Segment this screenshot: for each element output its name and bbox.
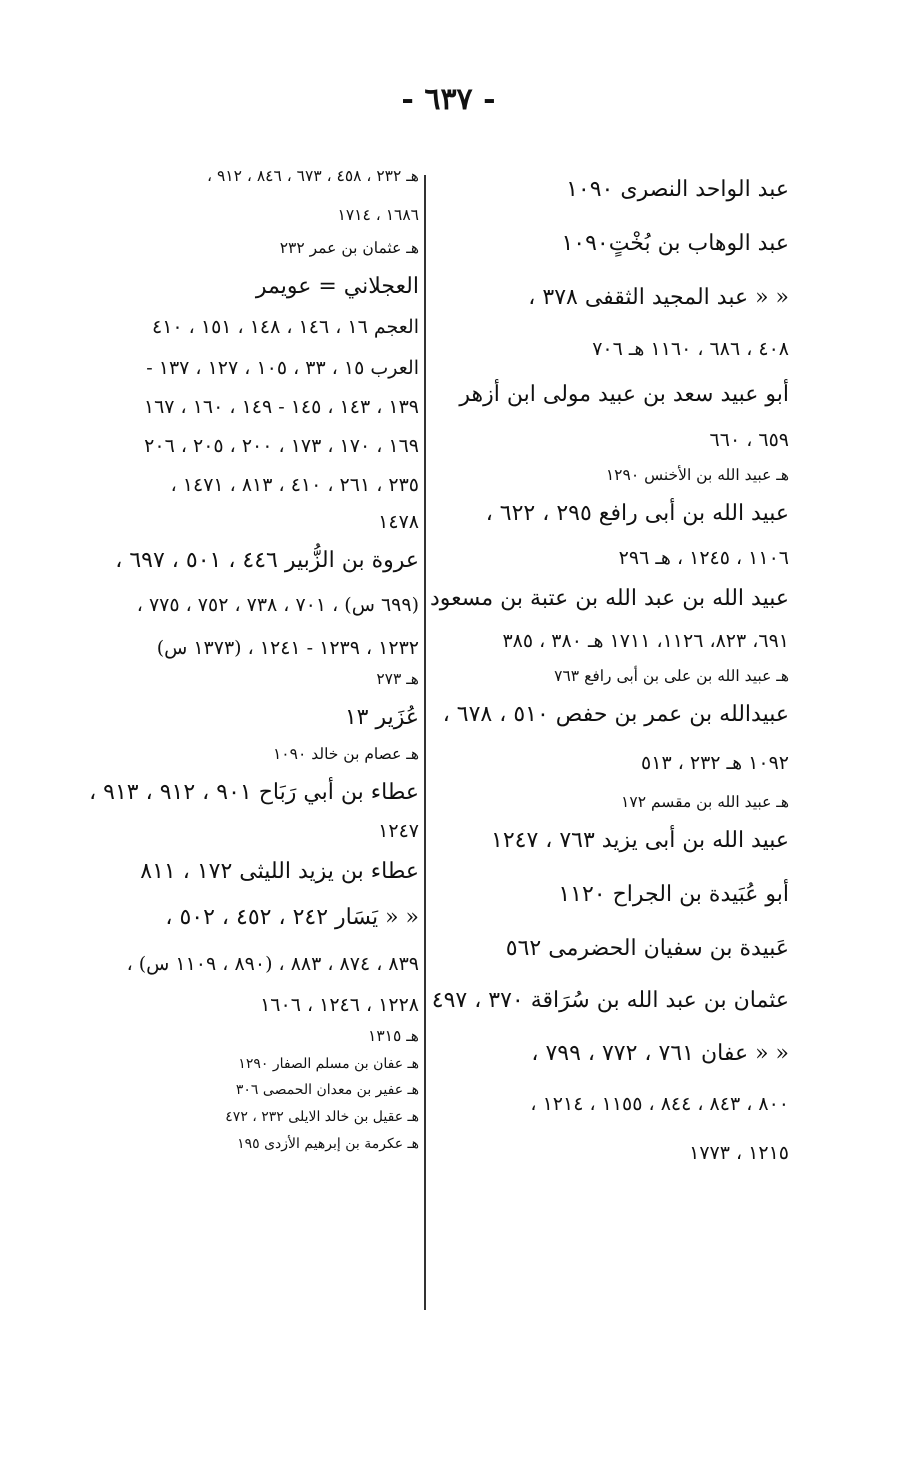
index-entry: العرب ١٥ ، ٣٣ ، ١٠٥ ، ١٢٧ ، ١٣٧ - [146, 357, 419, 380]
index-entry: ٤٠٨ ، ٦٨٦ ، ١١٦٠ هـ ٧٠٦ [592, 337, 789, 360]
index-entry: ٢٣٥ ، ٢٦١ ، ٤١٠ ، ٨١٣ ، ١٤٧١ ، [170, 473, 419, 496]
index-entry: عَبيدة بن سفيان الحضرمى ٥٦٢ [505, 936, 789, 962]
index-entry: هـ عبيد الله بن الأخنس ١٢٩٠ [605, 465, 789, 484]
left-column [69, 168, 419, 1153]
index-entry: هـ عصام بن خالد ١٠٩٠ [272, 744, 419, 763]
index-entry: ٨٣٩ ، ٨٧٤ ، ٨٨٣ ، (٨٩٠ ، ١١٠٩ س) ، [126, 953, 419, 976]
index-entry: عُزَير ١٣ [344, 704, 419, 730]
index-entry: عبيدالله بن عمر بن حفص ٥١٠ ، ٦٧٨ ، [442, 701, 789, 727]
index-entry: العجم ١٦ ، ١٤٦ ، ١٤٨ ، ١٥١ ، ٤١٠ [152, 316, 419, 339]
index-entry: هـ عبيد الله بن مقسم ١٧٢ [621, 792, 789, 811]
index-entry: أبو عُبَيدة بن الجراح ١١٢٠ [558, 882, 789, 908]
index-entry: هـ عفير بن معدان الحمصى ٣٠٦ [235, 1081, 419, 1098]
index-entry: « « عبد المجيد الثقفى ٣٧٨ ، [528, 285, 789, 311]
index-entry: ١٢١٥ ، ١٧٧٣ [689, 1141, 789, 1164]
index-entry: ١٠٩٢ هـ ٢٣٢ ، ٥١٣ [641, 751, 789, 774]
index-entry: العجلاني = عويمر [255, 274, 419, 300]
index-entry: هـ عفان بن مسلم الصفار ١٢٩٠ [238, 1056, 419, 1073]
page-number: - ٦٣٧ - [401, 82, 496, 117]
index-entry: هـ عبيد الله بن على بن أبى رافع ٧٦٣ [554, 666, 789, 685]
column-divider [424, 175, 426, 1310]
index-entry: عبيد الله بن عبد الله بن عتبة بن مسعود [430, 585, 789, 611]
index-entry: ١٦٨٦ ، ١٧١٤ [337, 206, 419, 225]
index-entry: عروة بن الزُّبير ٤٤٦ ، ٥٠١ ، ٦٩٧ ، [115, 547, 419, 573]
index-entry: هـ عثمان بن عمر ٢٣٢ [279, 239, 419, 258]
index-entry: (٦٩٩ س) ، ٧٠١ ، ٧٣٨ ، ٧٥٢ ، ٧٧٥ ، [136, 593, 419, 616]
index-entry: ١٢٣٢ ، ١٢٣٩ - ١٢٤١ ، (١٣٧٣ س) [156, 636, 419, 659]
index-entry: ٦٥٩ ، ٦٦٠ [709, 428, 789, 451]
index-entry: هـ عكرمة بن إبرهيم الأزدى ١٩٥ [237, 1136, 419, 1153]
index-entry: « « يَسَار ٢٤٢ ، ٤٥٢ ، ٥٠٢ ، [165, 905, 419, 931]
right-column [430, 177, 789, 1164]
index-entry: عثمان بن عبد الله بن سُرَاقة ٣٧٠ ، ٤٩٧ [431, 988, 789, 1014]
index-entry: ١١٠٦ ، ١٢٤٥ ، هـ ٢٩٦ [618, 546, 789, 569]
index-entry: « « عفان ٧٦١ ، ٧٧٢ ، ٧٩٩ ، [531, 1040, 789, 1066]
index-entry: عطاء بن أبي رَبَاح ٩٠١ ، ٩١٢ ، ٩١٣ ، [89, 779, 419, 805]
index-entry: ١٢٢٨ ، ١٢٤٦ ، ١٦٠٦ [260, 994, 419, 1017]
index-entry: عبيد الله بن أبى رافع ٢٩٥ ، ٦٢٢ ، [485, 500, 789, 526]
index-entry: هـ ١٣١٥ [368, 1027, 419, 1046]
index-entry: ١٢٤٧ [378, 820, 419, 843]
index-entry: ٦٩١، ٨٢٣، ١١٢٦، ١٧١١ هـ ٣٨٠ ، ٣٨٥ [502, 629, 789, 652]
index-entry: عطاء بن يزيد الليثى ١٧٢ ، ٨١١ [140, 859, 419, 884]
index-entry: هـ ٢٣٢ ، ٤٥٨ ، ٦٧٣ ، ٨٤٦ ، ٩١٢ ، [207, 167, 419, 185]
index-entry: ١٦٩ ، ١٧٠ ، ١٧٣ ، ٢٠٠ ، ٢٠٥ ، ٢٠٦ [144, 435, 419, 457]
index-entry: عبد الوهاب بن بُخْتٍ١٠٩٠ [561, 231, 789, 257]
index-entry: ١٣٩ ، ١٤٣ ، ١٤٥ - ١٤٩ ، ١٦٠ ، ١٦٧ [143, 396, 419, 419]
index-entry: ١٤٧٨ [378, 510, 419, 533]
index-entry: عبد الواحد النصرى ١٠٩٠ [566, 177, 789, 202]
index-entry: هـ ٢٧٣ [376, 669, 419, 688]
index-entry: أبو عبيد سعد بن عبيد مولى ابن أزهر [459, 382, 789, 408]
index-entry: ٨٠٠ ، ٨٤٣ ، ٨٤٤ ، ١١٥٥ ، ١٢١٤ ، [530, 1092, 789, 1115]
index-entry: هـ عقيل بن خالد الايلى ٢٣٢ ، ٤٧٢ [225, 1108, 419, 1125]
index-entry: عبيد الله بن أبى يزيد ٧٦٣ ، ١٢٤٧ [491, 827, 789, 853]
